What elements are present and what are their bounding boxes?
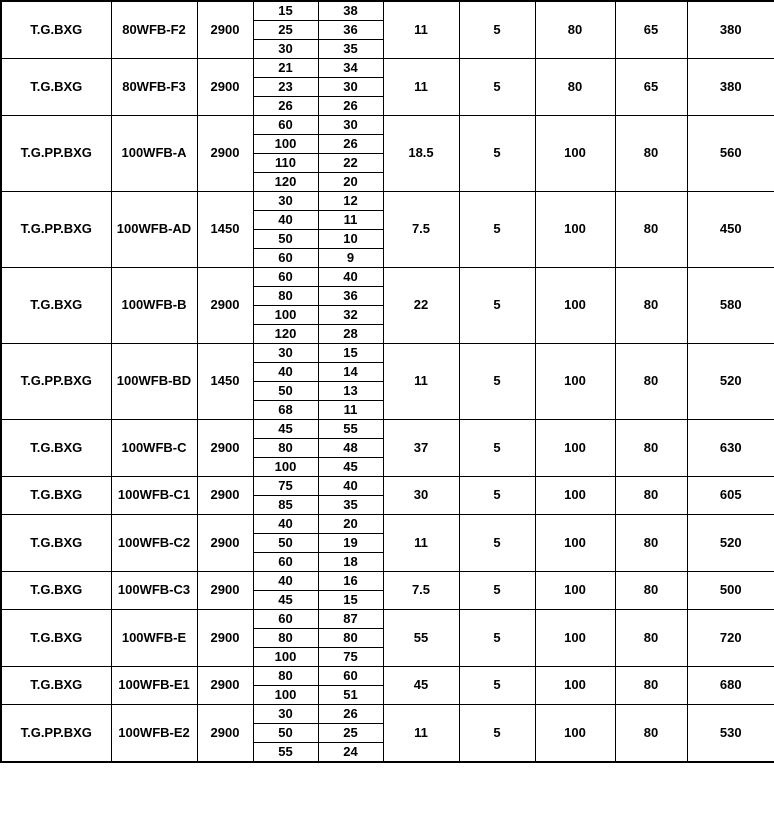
pairs-table xyxy=(254,572,383,609)
cell-col6: 100 xyxy=(535,572,615,610)
table-row xyxy=(1,477,774,515)
cell-pairs xyxy=(253,572,383,610)
cell-pairs xyxy=(253,116,383,192)
cell-col8: 520 xyxy=(687,515,774,572)
pair-row xyxy=(254,173,383,192)
pair-head-value: 13 xyxy=(318,382,383,401)
pair-head-value: 30 xyxy=(318,116,383,135)
cell-model-series: T.G.BXG xyxy=(1,572,111,610)
cell-col6: 80 xyxy=(535,1,615,59)
cell-power: 11 xyxy=(383,59,459,116)
pair-head-value: 25 xyxy=(318,724,383,743)
cell-speed: 2900 xyxy=(197,705,253,763)
pair-row xyxy=(254,591,383,610)
cell-col6: 100 xyxy=(535,420,615,477)
pair-flow-value: 60 xyxy=(254,610,319,629)
pair-row xyxy=(254,534,383,553)
table-row xyxy=(1,515,774,572)
cell-col5: 5 xyxy=(459,344,535,420)
cell-pairs xyxy=(253,59,383,116)
pair-head-value: 45 xyxy=(318,458,383,477)
cell-model-series: T.G.BXG xyxy=(1,477,111,515)
cell-col6: 100 xyxy=(535,192,615,268)
cell-model-series: T.G.PP.BXG xyxy=(1,705,111,763)
pairs-table xyxy=(254,610,383,666)
cell-model-series: T.G.PP.BXG xyxy=(1,192,111,268)
cell-model-series: T.G.PP.BXG xyxy=(1,116,111,192)
cell-col7: 80 xyxy=(615,477,687,515)
cell-pairs xyxy=(253,610,383,667)
pair-flow-value: 30 xyxy=(254,344,319,363)
pairs-table xyxy=(254,705,383,761)
pair-head-value: 24 xyxy=(318,743,383,762)
table-row xyxy=(1,116,774,192)
cell-power: 37 xyxy=(383,420,459,477)
pair-head-value: 36 xyxy=(318,287,383,306)
cell-model-type: 100WFB-C1 xyxy=(111,477,197,515)
cell-speed: 1450 xyxy=(197,344,253,420)
pair-row xyxy=(254,116,383,135)
cell-model-series: T.G.BXG xyxy=(1,515,111,572)
pairs-table xyxy=(254,477,383,514)
cell-col7: 80 xyxy=(615,610,687,667)
pair-flow-value: 40 xyxy=(254,572,319,591)
pair-flow-value: 120 xyxy=(254,325,319,344)
cell-col7: 80 xyxy=(615,192,687,268)
pair-flow-value: 50 xyxy=(254,534,319,553)
pair-flow-value: 21 xyxy=(254,59,319,78)
pair-flow-value: 50 xyxy=(254,230,319,249)
pair-row xyxy=(254,439,383,458)
cell-col6: 100 xyxy=(535,477,615,515)
cell-col7: 65 xyxy=(615,59,687,116)
pair-row xyxy=(254,230,383,249)
pair-head-value: 51 xyxy=(318,686,383,705)
cell-col8: 380 xyxy=(687,59,774,116)
pair-head-value: 11 xyxy=(318,211,383,230)
cell-col5: 5 xyxy=(459,1,535,59)
pair-flow-value: 100 xyxy=(254,135,319,154)
pair-flow-value: 75 xyxy=(254,477,319,496)
cell-power: 7.5 xyxy=(383,572,459,610)
pairs-table xyxy=(254,515,383,571)
cell-pairs xyxy=(253,477,383,515)
pair-row xyxy=(254,40,383,59)
cell-model-type: 100WFB-E1 xyxy=(111,667,197,705)
cell-speed: 2900 xyxy=(197,572,253,610)
cell-col7: 80 xyxy=(615,268,687,344)
pair-row xyxy=(254,610,383,629)
pair-row xyxy=(254,420,383,439)
table-row xyxy=(1,59,774,116)
cell-col5: 5 xyxy=(459,268,535,344)
cell-col6: 100 xyxy=(535,344,615,420)
pair-head-value: 40 xyxy=(318,477,383,496)
cell-model-type: 100WFB-AD xyxy=(111,192,197,268)
cell-speed: 2900 xyxy=(197,477,253,515)
cell-col6: 80 xyxy=(535,59,615,116)
pair-flow-value: 30 xyxy=(254,705,319,724)
cell-pairs xyxy=(253,667,383,705)
cell-power: 18.5 xyxy=(383,116,459,192)
pair-flow-value: 25 xyxy=(254,21,319,40)
pair-head-value: 38 xyxy=(318,2,383,21)
cell-col7: 80 xyxy=(615,515,687,572)
cell-model-type: 100WFB-C xyxy=(111,420,197,477)
cell-speed: 1450 xyxy=(197,192,253,268)
pair-head-value: 26 xyxy=(318,135,383,154)
pair-row xyxy=(254,135,383,154)
cell-col7: 80 xyxy=(615,572,687,610)
cell-model-type: 100WFB-C2 xyxy=(111,515,197,572)
cell-col8: 520 xyxy=(687,344,774,420)
pair-row xyxy=(254,287,383,306)
pairs-table xyxy=(254,268,383,343)
pair-head-value: 30 xyxy=(318,78,383,97)
pair-head-value: 18 xyxy=(318,553,383,572)
pair-head-value: 10 xyxy=(318,230,383,249)
pair-head-value: 12 xyxy=(318,192,383,211)
pair-head-value: 60 xyxy=(318,667,383,686)
pair-row xyxy=(254,724,383,743)
pair-row xyxy=(254,705,383,724)
pair-head-value: 55 xyxy=(318,420,383,439)
pair-flow-value: 50 xyxy=(254,724,319,743)
pair-head-value: 26 xyxy=(318,705,383,724)
pair-head-value: 35 xyxy=(318,496,383,515)
pair-head-value: 35 xyxy=(318,40,383,59)
table-row xyxy=(1,610,774,667)
cell-col8: 380 xyxy=(687,1,774,59)
pair-head-value: 15 xyxy=(318,591,383,610)
pair-head-value: 20 xyxy=(318,515,383,534)
cell-pairs xyxy=(253,515,383,572)
cell-power: 22 xyxy=(383,268,459,344)
cell-model-type: 100WFB-E xyxy=(111,610,197,667)
pair-flow-value: 80 xyxy=(254,629,319,648)
cell-col8: 630 xyxy=(687,420,774,477)
cell-speed: 2900 xyxy=(197,420,253,477)
cell-speed: 2900 xyxy=(197,59,253,116)
pair-flow-value: 40 xyxy=(254,211,319,230)
pair-head-value: 9 xyxy=(318,249,383,268)
cell-col5: 5 xyxy=(459,116,535,192)
table-body xyxy=(1,1,774,762)
pair-flow-value: 30 xyxy=(254,40,319,59)
cell-pairs xyxy=(253,192,383,268)
cell-col8: 680 xyxy=(687,667,774,705)
pair-flow-value: 100 xyxy=(254,458,319,477)
pair-flow-value: 45 xyxy=(254,420,319,439)
cell-speed: 2900 xyxy=(197,116,253,192)
cell-col8: 720 xyxy=(687,610,774,667)
pairs-table xyxy=(254,2,383,58)
pair-flow-value: 60 xyxy=(254,553,319,572)
cell-power: 11 xyxy=(383,705,459,763)
pair-flow-value: 100 xyxy=(254,686,319,705)
pairs-table xyxy=(254,667,383,704)
cell-col7: 65 xyxy=(615,1,687,59)
cell-col5: 5 xyxy=(459,572,535,610)
pair-flow-value: 68 xyxy=(254,401,319,420)
cell-speed: 2900 xyxy=(197,515,253,572)
cell-col7: 80 xyxy=(615,116,687,192)
pair-head-value: 34 xyxy=(318,59,383,78)
pair-row xyxy=(254,78,383,97)
pair-row xyxy=(254,553,383,572)
pair-row xyxy=(254,515,383,534)
pair-flow-value: 80 xyxy=(254,287,319,306)
pair-flow-value: 15 xyxy=(254,2,319,21)
cell-model-series: T.G.BXG xyxy=(1,1,111,59)
pair-flow-value: 110 xyxy=(254,154,319,173)
pair-row xyxy=(254,496,383,515)
cell-col5: 5 xyxy=(459,705,535,763)
table-row xyxy=(1,268,774,344)
table-row xyxy=(1,705,774,763)
cell-model-type: 100WFB-B xyxy=(111,268,197,344)
cell-col5: 5 xyxy=(459,192,535,268)
cell-col5: 5 xyxy=(459,59,535,116)
cell-pairs xyxy=(253,705,383,763)
cell-pairs xyxy=(253,344,383,420)
pair-head-value: 19 xyxy=(318,534,383,553)
pair-flow-value: 26 xyxy=(254,97,319,116)
pair-flow-value: 50 xyxy=(254,382,319,401)
pair-flow-value: 55 xyxy=(254,743,319,762)
cell-col5: 5 xyxy=(459,515,535,572)
pair-row xyxy=(254,192,383,211)
pair-row xyxy=(254,363,383,382)
pairs-table xyxy=(254,116,383,191)
cell-col5: 5 xyxy=(459,477,535,515)
pair-flow-value: 30 xyxy=(254,192,319,211)
cell-col5: 5 xyxy=(459,610,535,667)
pair-flow-value: 100 xyxy=(254,306,319,325)
cell-col6: 100 xyxy=(535,268,615,344)
cell-col6: 100 xyxy=(535,116,615,192)
pair-row xyxy=(254,648,383,667)
cell-speed: 2900 xyxy=(197,667,253,705)
cell-col8: 530 xyxy=(687,705,774,763)
cell-col8: 450 xyxy=(687,192,774,268)
cell-model-type: 100WFB-BD xyxy=(111,344,197,420)
cell-speed: 2900 xyxy=(197,268,253,344)
cell-model-type: 100WFB-C3 xyxy=(111,572,197,610)
pair-row xyxy=(254,268,383,287)
cell-power: 55 xyxy=(383,610,459,667)
pair-head-value: 36 xyxy=(318,21,383,40)
cell-power: 11 xyxy=(383,515,459,572)
pairs-table xyxy=(254,344,383,419)
pair-head-value: 20 xyxy=(318,173,383,192)
pair-row xyxy=(254,477,383,496)
cell-model-type: 80WFB-F2 xyxy=(111,1,197,59)
pair-head-value: 26 xyxy=(318,97,383,116)
cell-col7: 80 xyxy=(615,420,687,477)
pair-head-value: 32 xyxy=(318,306,383,325)
pair-head-value: 87 xyxy=(318,610,383,629)
pair-head-value: 75 xyxy=(318,648,383,667)
table-row xyxy=(1,572,774,610)
table-row xyxy=(1,344,774,420)
cell-pairs xyxy=(253,1,383,59)
pair-row xyxy=(254,458,383,477)
pair-flow-value: 23 xyxy=(254,78,319,97)
pair-row xyxy=(254,382,383,401)
pair-row xyxy=(254,325,383,344)
pairs-table xyxy=(254,59,383,115)
cell-power: 30 xyxy=(383,477,459,515)
pair-row xyxy=(254,21,383,40)
table-row xyxy=(1,1,774,59)
pair-row xyxy=(254,97,383,116)
cell-power: 11 xyxy=(383,1,459,59)
pair-head-value: 14 xyxy=(318,363,383,382)
table-row xyxy=(1,420,774,477)
pairs-table xyxy=(254,192,383,267)
cell-col5: 5 xyxy=(459,420,535,477)
pair-row xyxy=(254,344,383,363)
pair-flow-value: 120 xyxy=(254,173,319,192)
pair-row xyxy=(254,306,383,325)
cell-col8: 500 xyxy=(687,572,774,610)
cell-col6: 100 xyxy=(535,667,615,705)
pairs-table xyxy=(254,420,383,476)
cell-model-series: T.G.BXG xyxy=(1,420,111,477)
pair-flow-value: 85 xyxy=(254,496,319,515)
cell-model-series: T.G.BXG xyxy=(1,59,111,116)
cell-col7: 80 xyxy=(615,667,687,705)
pair-head-value: 15 xyxy=(318,344,383,363)
cell-col8: 580 xyxy=(687,268,774,344)
pair-flow-value: 60 xyxy=(254,116,319,135)
cell-col7: 80 xyxy=(615,344,687,420)
cell-power: 11 xyxy=(383,344,459,420)
pair-flow-value: 60 xyxy=(254,268,319,287)
pair-row xyxy=(254,249,383,268)
pair-head-value: 40 xyxy=(318,268,383,287)
pair-head-value: 16 xyxy=(318,572,383,591)
cell-speed: 2900 xyxy=(197,610,253,667)
cell-col8: 605 xyxy=(687,477,774,515)
pair-row xyxy=(254,154,383,173)
cell-col6: 100 xyxy=(535,515,615,572)
pair-flow-value: 40 xyxy=(254,515,319,534)
cell-col6: 100 xyxy=(535,610,615,667)
cell-model-series: T.G.BXG xyxy=(1,268,111,344)
pair-row xyxy=(254,401,383,420)
pair-head-value: 28 xyxy=(318,325,383,344)
cell-col5: 5 xyxy=(459,667,535,705)
pair-flow-value: 40 xyxy=(254,363,319,382)
pair-row xyxy=(254,59,383,78)
pair-row xyxy=(254,572,383,591)
cell-pairs xyxy=(253,420,383,477)
cell-model-series: T.G.PP.BXG xyxy=(1,344,111,420)
pair-row xyxy=(254,629,383,648)
cell-model-type: 100WFB-A xyxy=(111,116,197,192)
pair-flow-value: 80 xyxy=(254,439,319,458)
cell-model-series: T.G.BXG xyxy=(1,610,111,667)
cell-model-type: 100WFB-E2 xyxy=(111,705,197,763)
pair-row xyxy=(254,2,383,21)
pair-row xyxy=(254,211,383,230)
cell-model-series: T.G.BXG xyxy=(1,667,111,705)
pair-row xyxy=(254,743,383,762)
cell-pairs xyxy=(253,268,383,344)
cell-col7: 80 xyxy=(615,705,687,763)
pair-head-value: 48 xyxy=(318,439,383,458)
pair-row xyxy=(254,667,383,686)
pair-flow-value: 45 xyxy=(254,591,319,610)
cell-speed: 2900 xyxy=(197,1,253,59)
cell-col8: 560 xyxy=(687,116,774,192)
table-row xyxy=(1,667,774,705)
cell-power: 45 xyxy=(383,667,459,705)
cell-model-type: 80WFB-F3 xyxy=(111,59,197,116)
cell-power: 7.5 xyxy=(383,192,459,268)
pair-head-value: 11 xyxy=(318,401,383,420)
pair-head-value: 22 xyxy=(318,154,383,173)
pair-head-value: 80 xyxy=(318,629,383,648)
pair-row xyxy=(254,686,383,705)
cell-col6: 100 xyxy=(535,705,615,763)
pair-flow-value: 60 xyxy=(254,249,319,268)
pair-flow-value: 100 xyxy=(254,648,319,667)
pair-flow-value: 80 xyxy=(254,667,319,686)
table-row xyxy=(1,192,774,268)
